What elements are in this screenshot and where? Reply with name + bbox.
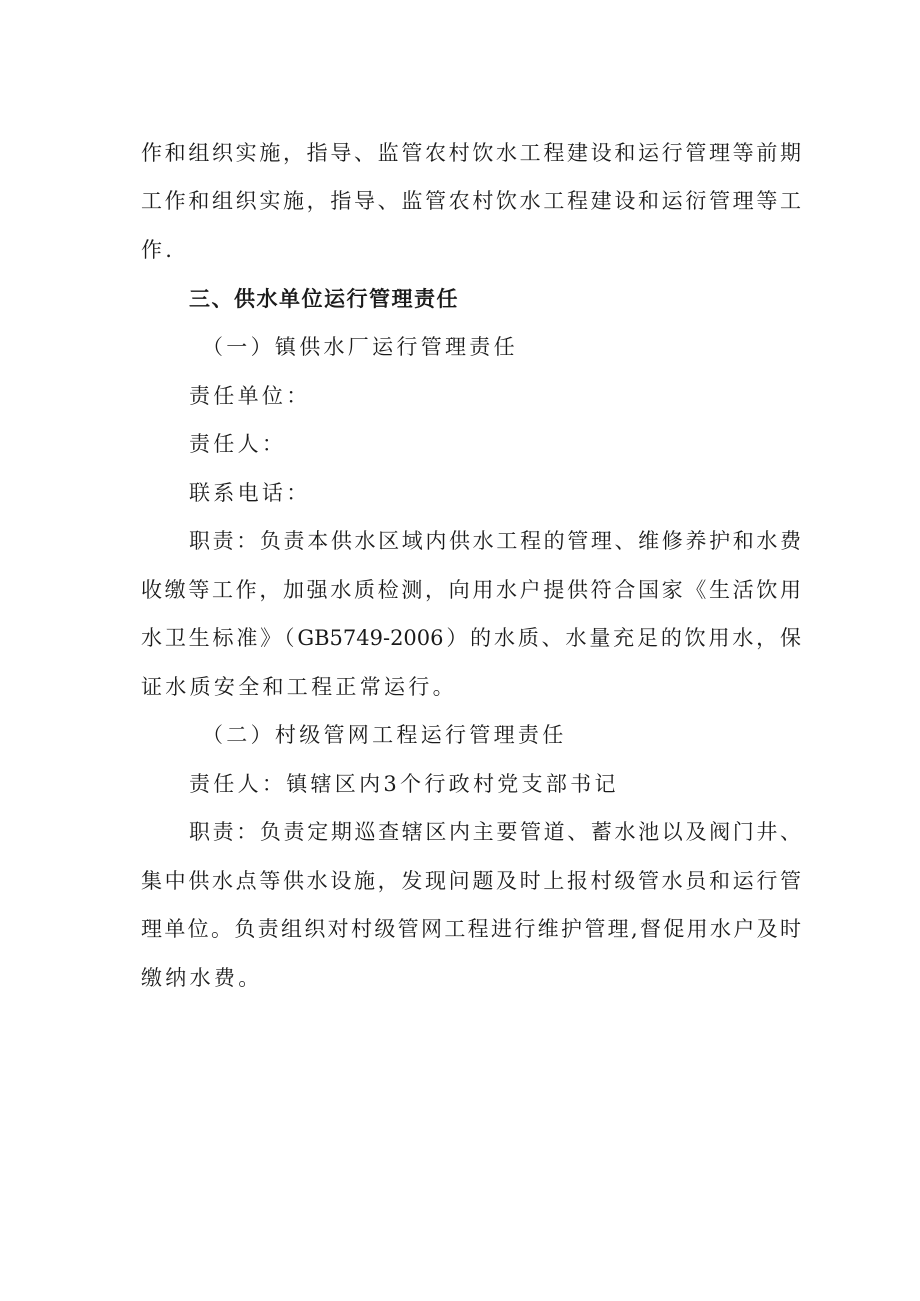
responsible-person-label: 责任人： <box>189 432 287 456</box>
duty-line: 职责：负责定期巡查辖区内主要管道、蓄水池以及阀门井、 <box>189 820 801 844</box>
duty-line: 水卫生标准》（GB5749-2006）的水质、水量充足的饮用水，保 <box>141 626 801 650</box>
section-heading: 三、供水单位运行管理责任 <box>189 287 459 311</box>
duty-line: 收缴等工作，加强水质检测，向用水户提供符合国家《生活饮用 <box>141 578 801 602</box>
subsection-title: （二）村级管网工程运行管理责任 <box>202 723 567 747</box>
paragraph-line: 工作和组织实施，指导、监管农村饮水工程建设和运衍管理等工 <box>141 189 801 213</box>
subsection-title: （一）镇供水厂运行管理责任 <box>202 335 518 359</box>
paragraph-line: 作. <box>141 238 176 262</box>
duty-line: 证水质安全和工程正常运行。 <box>141 675 457 699</box>
responsible-person-line: 责任人：镇辖区内3个行政村党支部书记 <box>189 772 619 796</box>
duty-line: 职责：负责本供水区域内供水工程的管理、维修养护和水费 <box>189 529 801 553</box>
duty-line: 集中供水点等供水设施，发现问题及时上报村级管水员和运行管 <box>141 869 801 893</box>
paragraph-line: 作和组织实施，指导、监管农村饮水工程建设和运行管理等前期 <box>141 141 801 165</box>
responsible-unit-label: 责任单位： <box>189 384 311 408</box>
duty-line: 理单位。负责组织对村级管网工程进行维护管理,督促用水户及时 <box>141 917 801 941</box>
duty-line: 缴纳水费。 <box>141 966 263 990</box>
contact-phone-label: 联系电话： <box>189 481 311 505</box>
